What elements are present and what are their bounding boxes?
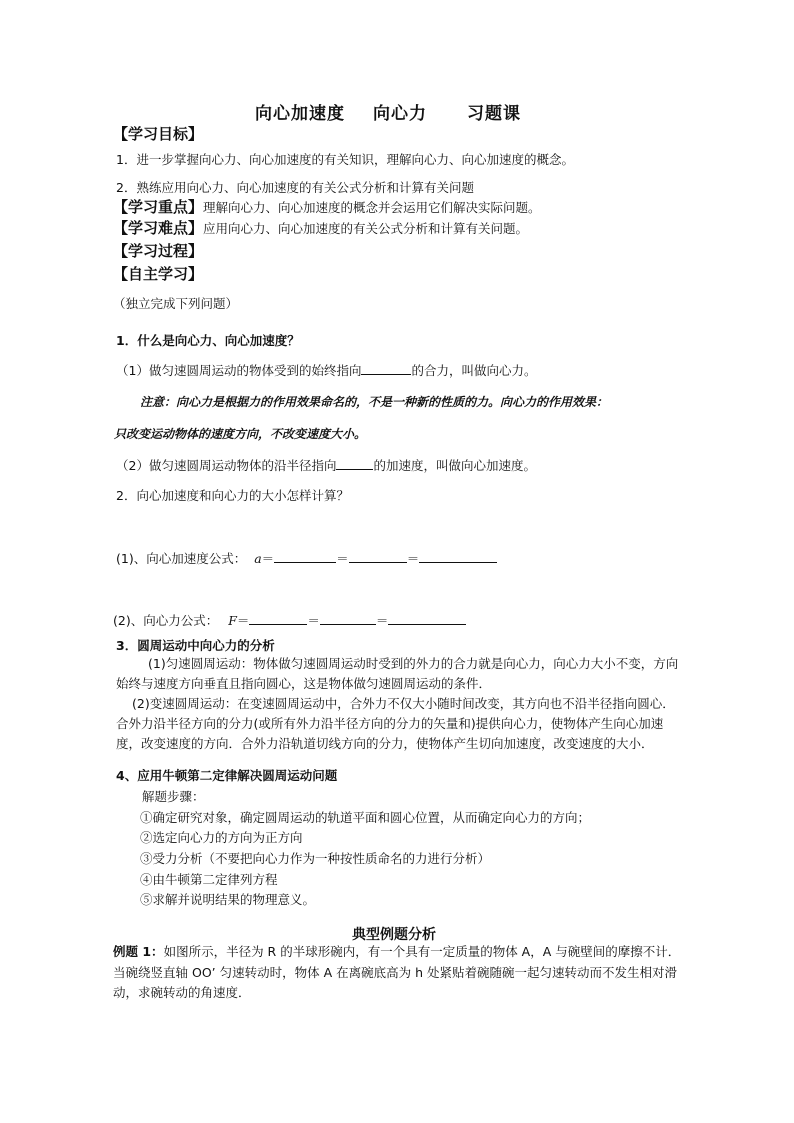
note-line-2: 只改变运动物体的速度方向，不改变速度大小。 <box>114 427 367 441</box>
q1-blank-2 <box>336 457 373 470</box>
difficulty-line <box>113 217 528 238</box>
objectives-heading: 【学习目标】 <box>113 125 204 143</box>
formula-accel-var: a <box>254 551 262 566</box>
eq-sign: ＝ <box>236 613 250 628</box>
difficulty-text: 应用向心力、向心加速度的有关公式分析和计算有关问题。 <box>203 221 529 236</box>
instruction-text: （独立完成下列问题） <box>113 296 239 311</box>
title-part-2: 向心力 <box>373 104 427 124</box>
force-blank-1 <box>249 612 307 625</box>
step-2: ②选定向心力的方向为正方向 <box>140 830 303 845</box>
eq-sign: ＝ <box>336 551 349 566</box>
q1-part2-before: （2）做匀速圆周运动物体的沿半径指向 <box>116 458 337 473</box>
difficulty-label: 【学习难点】 <box>113 219 204 237</box>
formula-accel <box>116 549 497 567</box>
eq-sign: ＝ <box>406 551 420 566</box>
step-1: ①确定研究对象，确定圆周运动的轨道平面和圆心位置，从而确定向心力的方向； <box>140 810 591 825</box>
q1-part1-before: （1）做匀速圆周运动的物体受到的始终指向 <box>116 363 362 378</box>
objective-item-2: 2．熟练应用向心力、向心加速度的有关公式分析和计算有关问题 <box>116 180 474 195</box>
q4-heading: 4、应用牛顿第二定律解决圆周运动问题 <box>116 768 338 783</box>
q2-heading: 2．向心加速度和向心力的大小怎样计算？ <box>116 488 349 503</box>
step-5: ⑤求解并说明结果的物理意义。 <box>140 892 316 907</box>
q1-blank-1 <box>361 362 411 375</box>
q1-part1 <box>116 361 536 379</box>
q1-part1-after: 的合力，叫做向心力。 <box>411 363 537 378</box>
objective-item-1: 1．进一步掌握向心力、向心加速度的有关知识，理解向心力、向心加速度的概念。 <box>116 152 574 167</box>
key-point-label: 【学习重点】 <box>113 198 204 216</box>
q3-heading: 3．圆周运动中向心力的分析 <box>116 638 275 653</box>
formula-force <box>113 611 466 629</box>
force-blank-2 <box>320 612 376 625</box>
accel-blank-1 <box>274 550 336 563</box>
examples-heading: 典型例题分析 <box>352 927 436 943</box>
example-1-label: 例题 1： <box>113 944 164 959</box>
accel-blank-2 <box>349 550 407 563</box>
example-1 <box>113 942 685 1004</box>
self-study-heading: 【自主学习】 <box>113 265 204 283</box>
key-point-line <box>113 196 541 217</box>
q1-heading: 1．什么是向心力、向心加速度？ <box>116 333 300 348</box>
eq-sign: ＝ <box>375 613 389 628</box>
title-part-1: 向心加速度 <box>255 104 345 124</box>
q3-variable: (2)变速圆周运动：在变速圆周运动中，合外力不仅大小随时间改变，其方向也不沿半径指向圆心．合外力沿半径方向的分力(或所有外力沿半径方向的分力的矢量和)提供向心力，使物体产生向心加速度，改变速度的方向．合外力沿轨道切线方向的分力，使物体产生切向加速度，改变速度的大小． <box>116 696 675 751</box>
step-4: ④由牛顿第二定律列方程 <box>140 872 278 887</box>
page-title <box>255 99 521 124</box>
formula-force-label: (2)、向心力公式： <box>113 613 219 628</box>
process-heading: 【学习过程】 <box>113 242 204 260</box>
key-point-text: 理解向心力、向心加速度的概念并会运用它们解决实际问题。 <box>203 200 541 215</box>
formula-accel-label: (1)、向心加速度公式： <box>116 551 247 566</box>
eq-sign: ＝ <box>261 551 275 566</box>
q1-part2 <box>116 456 536 474</box>
step-3: ③受力分析（不要把向心力作为一种按性质命名的力进行分析） <box>140 851 491 866</box>
q1-part2-after: 的加速度，叫做向心加速度。 <box>373 458 536 473</box>
force-blank-3 <box>388 612 466 625</box>
formula-force-var: F <box>228 613 237 628</box>
eq-sign: ＝ <box>307 613 320 628</box>
q3-uniform: (1)匀速圆周运动：物体做匀速圆周运动时受到的外力的合力就是向心力，向心力大小不变，方向始终与速度方向垂直且指向圆心，这是物体做匀速圆周运动的条件． <box>116 656 679 691</box>
title-part-3: 习题课 <box>467 104 521 124</box>
accel-blank-3 <box>419 550 497 563</box>
steps-label: 解题步骤： <box>142 789 205 804</box>
example-1-text: 如图所示，半径为 R 的半球形碗内，有一个具有一定质量的物体 A，A 与碗壁间的摩擦不计．当碗绕竖直轴 OO’ 匀速转动时，物体 A 在离碗底高为 h 处紧贴着碗随碗一起匀速转动而不发生相对滑动，求碗转动的角速度． <box>113 944 681 1000</box>
note-line-1: 注意：向心力是根据力的作用效果命名的，不是一种新的性质的力。向心力的作用效果： <box>140 395 609 409</box>
